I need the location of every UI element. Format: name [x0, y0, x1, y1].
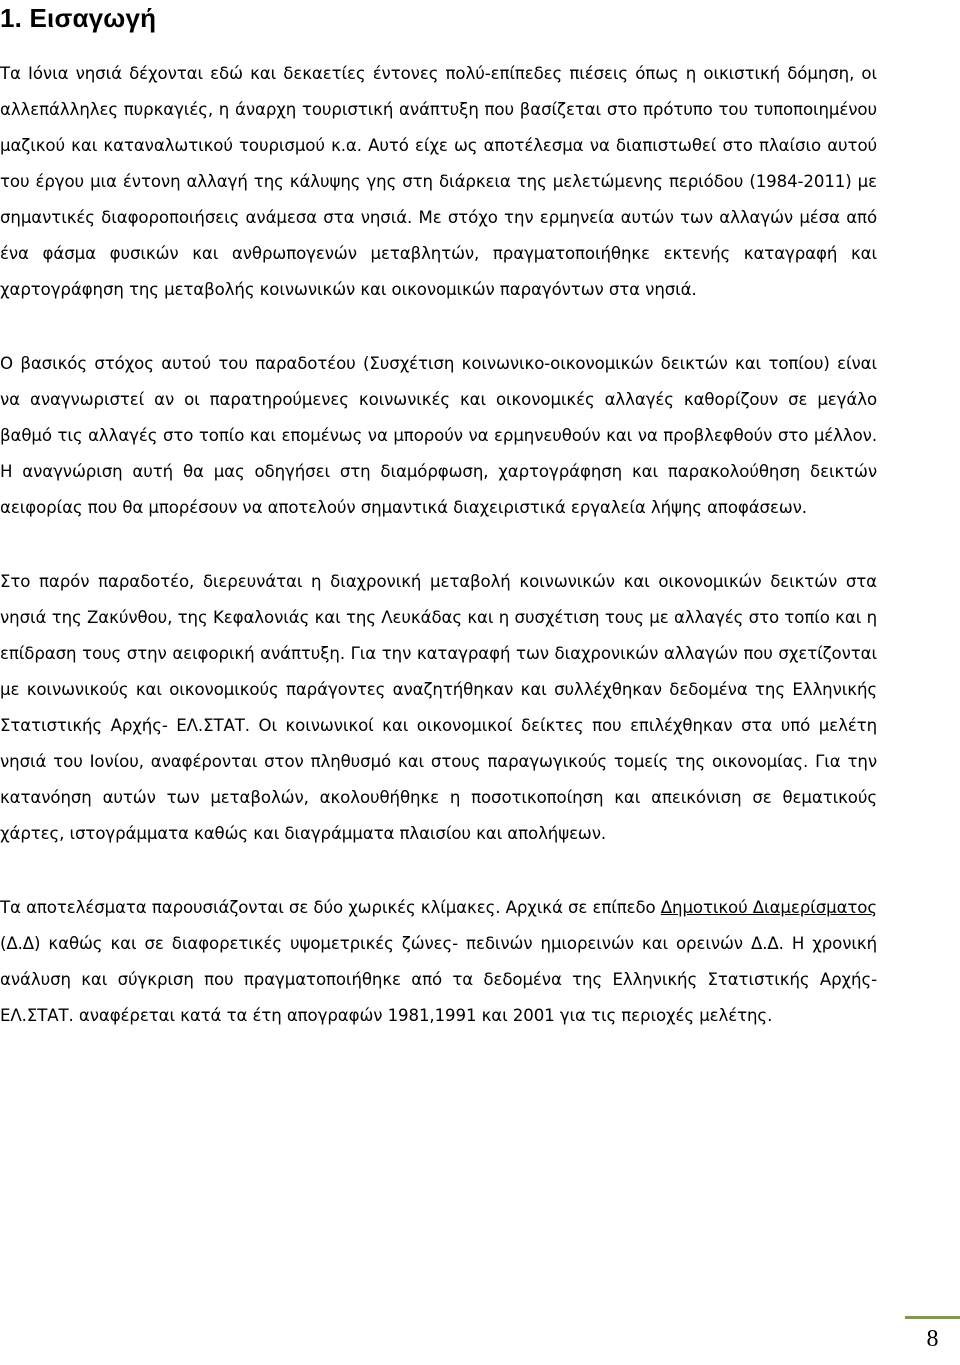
- body-text: [0, 56, 877, 1072]
- page-number: 8: [926, 1326, 939, 1352]
- page-number-box: [905, 1316, 960, 1362]
- paragraph-2: Ο βασικός στόχος αυτού του παραδοτέου (Συσχέτιση κοινωνικο-οικονομικών δεικτών και τοπίου) είναι να αναγνωριστεί αν οι παρατηρούμενες κοινωνικές και οικονομικές αλλαγές καθορίζουν σε μεγάλο βαθμό τις αλλαγές στο τοπίο και επομένως να μπορούν να ερμηνευθούν και να προβλεφθούν στο μέλλον. Η αναγνώριση αυτή θα μας οδηγήσει στη διαμόρφωση, χαρτογράφηση και παρακολούθηση δεικτών αειφορίας που θα μπορέσουν να αποτελούν σημαντικά διαχειριστικά εργαλεία λήψης αποφάσεων.: [0, 354, 877, 517]
- paragraph-4-part-1: Τα αποτελέσματα παρουσιάζονται σε δύο χωρικές κλίμακες. Αρχικά σε επίπεδο: [0, 898, 661, 917]
- paragraph-1: Τα Ιόνια νησιά δέχονται εδώ και δεκαετίες έντονες πολύ-επίπεδες πιέσεις όπως η οικιστική δόμηση, οι αλλεπάλληλες πυρκαγιές, η άναρχη τουριστική ανάπτυξη που βασίζεται στο πρότυπο του τυποποιημένου μαζικού και καταναλωτικού τουρισμού κ.α. Αυτό είχε ως αποτέλεσμα να διαπιστωθεί στο πλαίσιο αυτού του έργου μια έντονη αλλαγή της κάλυψης γης στη διάρκεια της μελετώμενης περιόδου (1984-2011) με σημαντικές διαφοροποιήσεις ανάμεσα στα νησιά. Με στόχο την ερμηνεία αυτών των αλλαγών μέσα από ένα φάσμα φυσικών και ανθρωπογενών μεταβλητών, πραγματοποιήθηκε εκτενής καταγραφή και χαρτογράφηση της μεταβολής κοινωνικών και οικονομικών παραγόντων στα νησιά.: [0, 64, 877, 299]
- paragraph-4-part-2: (Δ.Δ) καθώς και σε διαφορετικές υψομετρικές ζώνες- πεδινών ημιορεινών και ορεινών Δ.Δ. Η χρονική ανάλυση και σύγκριση που πραγματοποιήθηκε από τα δεδομένα της Ελληνικής Στατιστικής Αρχής- ΕΛ.ΣΤΑΤ. αναφέρεται κατά τα έτη απογραφών 1981,1991 και 2001 για τις περιοχές μελέτης.: [0, 934, 877, 1025]
- paragraph-4-underlined-term: Δημοτικού Διαμερίσματος: [660, 898, 877, 917]
- section-heading: 1. Εισαγωγή: [0, 3, 157, 33]
- paragraph-4: [0, 890, 877, 1034]
- paragraph-3: Στο παρόν παραδοτέο, διερευνάται η διαχρονική μεταβολή κοινωνικών και οικονομικών δεικτών στα νησιά της Ζακύνθου, της Κεφαλονιάς και της Λευκάδας και η συσχέτιση τους με αλλαγές στο τοπίο και η επίδραση τους στην αειφορική ανάπτυξη. Για την καταγραφή των διαχρονικών αλλαγών που σχετίζονται με κοινωνικούς και οικονομικούς παράγοντες αναζητήθηκαν και συλλέχθηκαν δεδομένα της Ελληνικής Στατιστικής Αρχής- ΕΛ.ΣΤΑΤ. Οι κοινωνικοί και οικονομικοί δείκτες που επιλέχθηκαν στα υπό μελέτη νησιά του Ιονίου, αναφέρονται στον πληθυσμό και στους παραγωγικούς τομείς της οικονομίας. Για την κατανόηση αυτών των μεταβολών, ακολουθήθηκε η ποσοτικοποίηση και απεικόνιση σε θεματικούς χάρτες, ιστογράμματα καθώς και διαγράμματα πλαισίου και απολήψεων.: [0, 572, 877, 843]
